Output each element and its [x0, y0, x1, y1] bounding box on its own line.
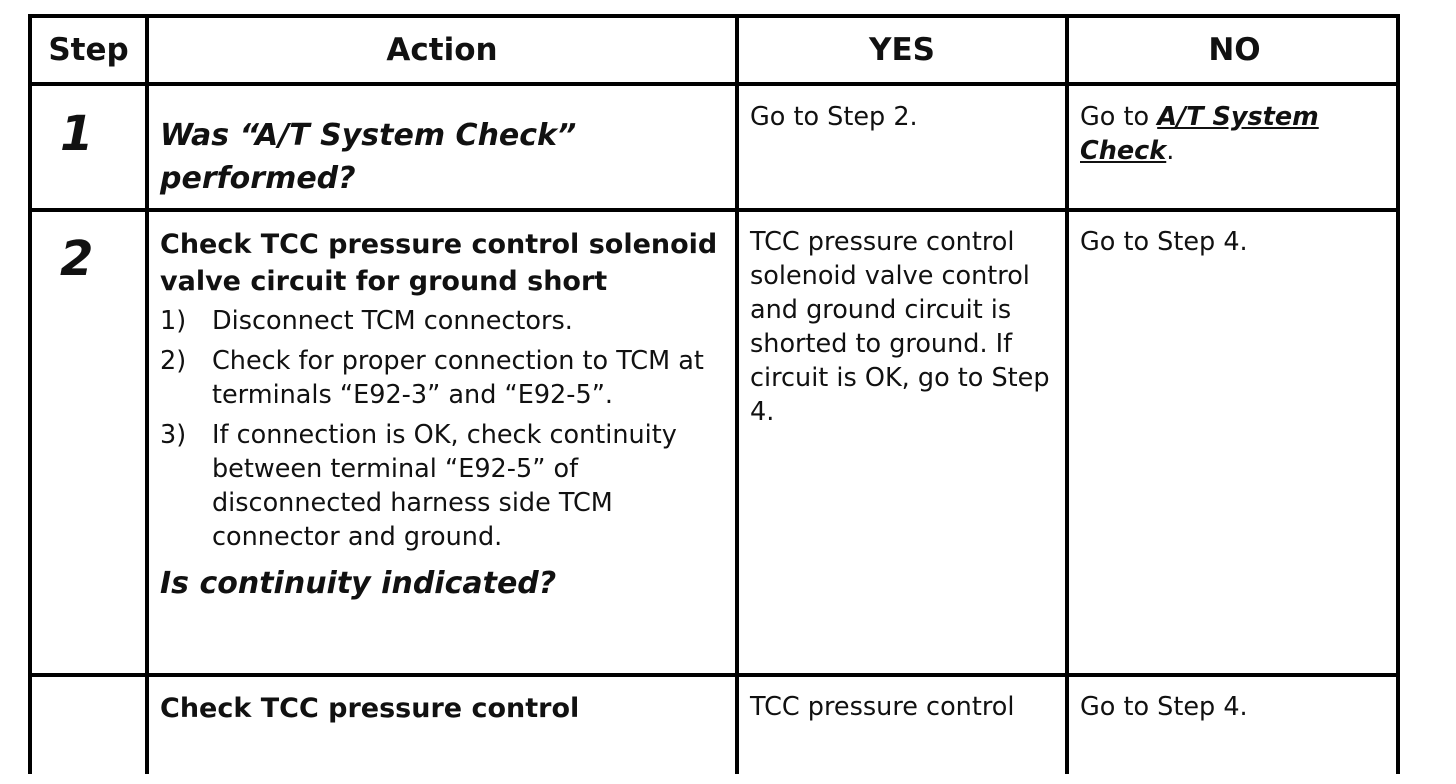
step-number: 2: [60, 231, 94, 287]
no-result-suffix: .: [1166, 136, 1175, 166]
column-divider: [735, 18, 739, 774]
list-item: 3) If connection is OK, check continuity between terminal “E92-5” of disconnected harness side TCM connector and ground.: [160, 420, 677, 552]
diagnostic-table: [28, 14, 1400, 774]
step-title: Check TCC pressure control solenoid valve circuit for ground short: [160, 229, 718, 297]
yes-result: TCC pressure control: [750, 692, 1015, 722]
no-result: [1080, 100, 1390, 168]
step-question: Was “A/T System Check” performed?: [160, 118, 577, 196]
step-title: Check TCC pressure control: [160, 693, 580, 724]
list-item: 2) Check for proper connection to TCM at terminals “E92-3” and “E92-5”.: [160, 346, 704, 410]
row-divider: [32, 208, 1396, 212]
at-system-check-link[interactable]: A/T System Check: [1080, 102, 1319, 166]
row-divider: [32, 673, 1396, 677]
header-no: NO: [1208, 32, 1261, 68]
yes-result: TCC pressure control solenoid valve control and ground circuit is shorted to ground. If circuit is OK, go to Step 4.: [750, 227, 1050, 427]
no-result: Go to Step 4.: [1080, 692, 1248, 722]
action-cell: [160, 226, 725, 605]
list-item: 1) Disconnect TCM connectors.: [160, 306, 573, 336]
row-divider: [32, 82, 1396, 86]
no-result-prefix: Go to: [1080, 102, 1158, 132]
header-step: Step: [48, 32, 129, 68]
header-action: Action: [386, 32, 498, 68]
header-yes: YES: [869, 32, 935, 68]
column-divider: [1065, 18, 1069, 774]
step-number: 1: [60, 106, 94, 162]
column-divider: [145, 18, 149, 774]
yes-result: Go to Step 2.: [750, 102, 918, 132]
no-result: Go to Step 4.: [1080, 227, 1248, 257]
step-question: Is continuity indicated?: [160, 566, 557, 601]
procedure-list: [160, 304, 725, 554]
